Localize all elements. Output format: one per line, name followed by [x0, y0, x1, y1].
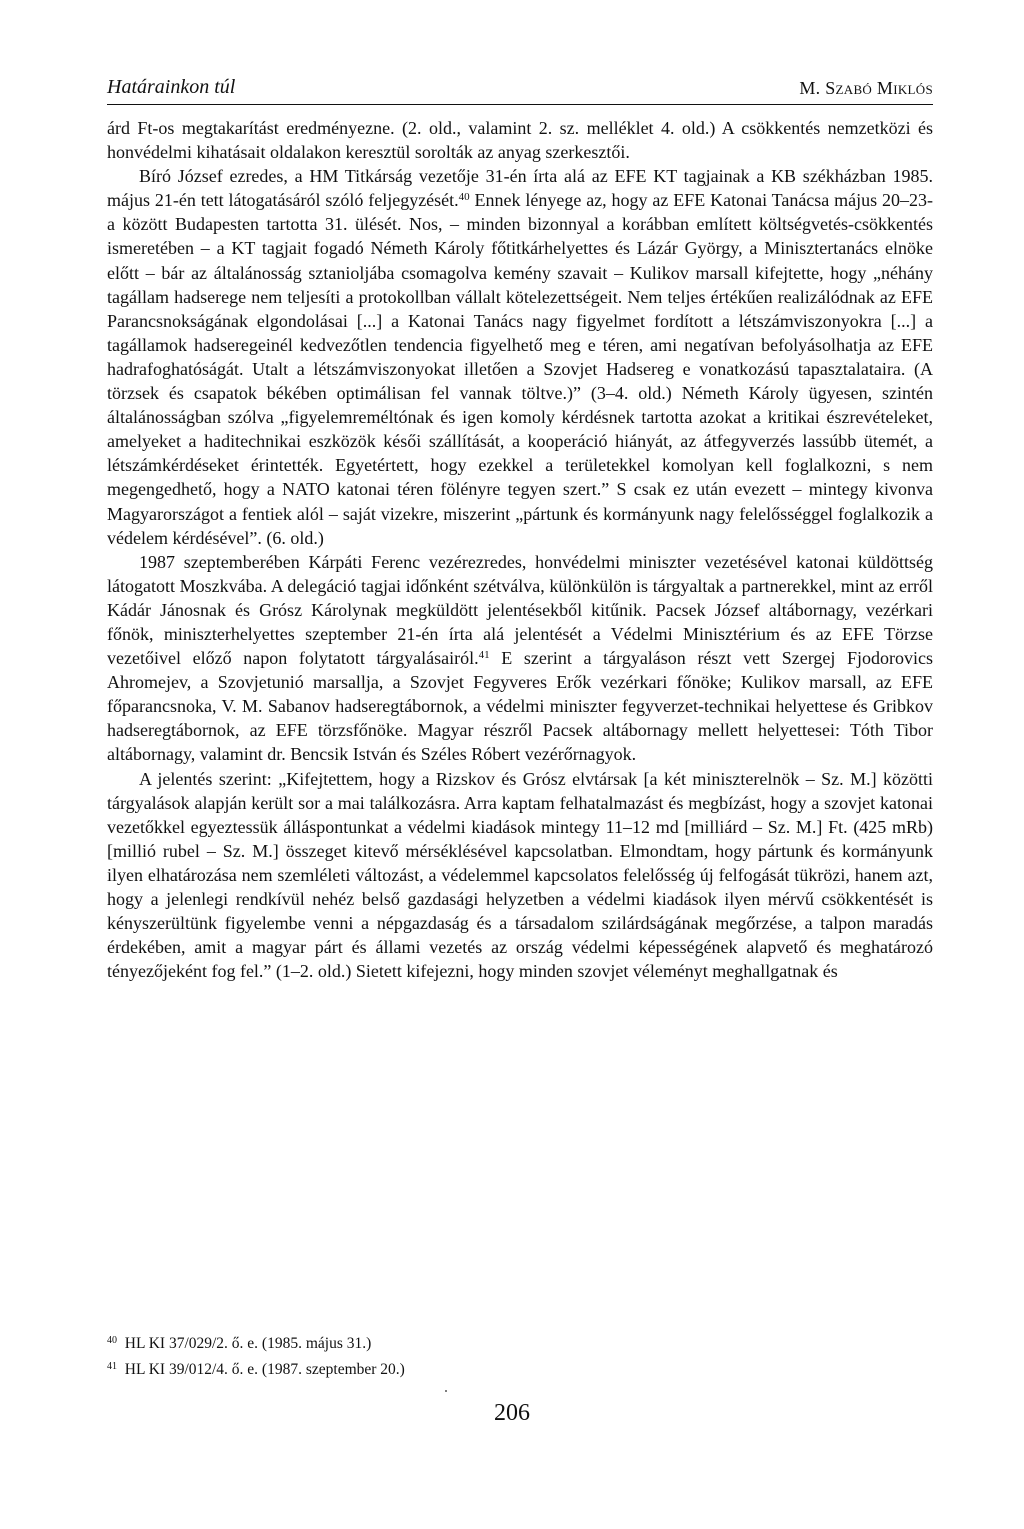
- paragraph-1: [107, 116, 933, 164]
- running-header-title: Határainkon túl: [107, 76, 236, 98]
- paragraph-3: [107, 550, 933, 767]
- paragraph-text: árd Ft-os megtakarítást eredményezne. (2. old., valamint 2. sz. melléklet 4. old.) A csökkentés nemzetközi és honvédelmi kihatásait oldalakon keresztül sorolták az anyag szerkesztői.: [107, 118, 933, 163]
- paragraph-4: [107, 767, 933, 984]
- footnotes: [107, 1331, 933, 1383]
- footnote-number: 41: [107, 1361, 117, 1372]
- footnote-text: HL KI 39/012/4. ő. e. (1987. szeptember 20.): [124, 1361, 405, 1378]
- page-number: 206: [494, 1400, 530, 1426]
- footnote-text: HL KI 37/029/2. ő. e. (1985. május 31.): [124, 1335, 372, 1352]
- footnote-40: [107, 1331, 933, 1357]
- footnote-41: [107, 1357, 933, 1383]
- paragraph-text: E szerint a tárgyaláson részt vett Szergej Fjodorovics Ahromejev, a Szovjetunió marsallja, a Szovjet Fegyveres Erők vezérkari főnöke; Kulikov marsall, az EFE főparancsnoka, V. M. Sabanov hadseregtábornok, a védelmi miniszter fegyverzet-technikai helyettese és Gribkov hadseregtábornok, az EFE törzsfőnöke. Magyar részről Pacsek altábornagy mellett helyettesei: Tóth Tibor altábornagy, valamint dr. Bencsik István és Széles Róbert vezérőrnagyok.: [107, 648, 933, 765]
- paragraph-text: 1987 szeptemberében Kárpáti Ferenc vezérezredes, honvédelmi miniszter vezetésével katonai küldöttség látogatott Moszkvába. A delegáció tagjai időnként szétválva, különkülön is tárgyaltak a partnerekkel, mint az erről Kádár Jánosnak és Grósz Károlynak megküldött jelentésekből kitűnik. Pacsek József altábornagy, vezérkari főnök, miniszterhelyettes szeptember 21-én írta alá jelentését a Védelmi Minisztérium és az EFE Törzse vezetőivel előző napon folytatott tárgyalásairól.: [107, 551, 933, 669]
- footnote-number: 40: [107, 1335, 117, 1346]
- paragraph-text: A jelentés szerint: „Kifejtettem, hogy a Rizskov és Grósz elvtársak [a két miniszterelnök – Sz. M.] közötti tárgyalások alapján került sor a mai találkozásra. Arra kaptam felhatalmazást és megbízást, hogy a szovjet katonai vezetőkkel egyeztessük álláspontunkat a védelmi kiadások mintegy 11–12 md [milliárd – Sz. M.] Ft. (425 mRb) [millió rubel – Sz. M.] összeget kitevő mérséklésével kapcsolatban. Elmondtam, hogy pártunk és kormányunk ilyen elhatározása nem szemléleti változást, a védelemmel kapcsolatos felelősség új felfogását tükrözi, hanem azt, hogy a jelenlegi rendkívül nehéz belső gazdasági helyzetben a védelmi kiadások ilyen mérvű csökkentését is kényszerültünk figyelembe venni a népgazdaság és a társadalom szilárdságának megőrzése, a talpon maradás érdekében, amit a magyar párt és állami vezetés az ország védelmi képességének alapvető és meghatározó tényezőjeként fog fel.” (1–2. old.) Sietett kifejezni, hogy minden szovjet véleményt meghallgatnak és: [107, 768, 933, 982]
- paragraph-text: Ennek lényege az, hogy az EFE Katonai Tanácsa május 20–23-a között Budapesten tartotta 31. ülését. Nos, – minden bizonnyal a korábban említett költségvetés-csökkentés ismeretében – a KT tagjait fogadó Németh Károly főtitkárhelyettes és Lázár György, a Minisztertanács elnöke előtt – bár az általánosság sztanioljába csomagolva kemény szavait – Kulikov marsall kifejtette, hogy „néhány tagállam hadserege nem teljesíti a protokollban vállalt kötelezettségeit. Nem teljes értékűen realizálódnak az EFE Parancsnokságának elgondolásai [...] a Katonai Tanács nagy figyelmet fordított a létszámviszonyokra [...] a tagállamok hadseregeinél kedvezőtlen tendencia figyelhető meg e téren, ami negatívan befolyásolhatja az EFE hadrafoghatóságát. Utalt a létszámviszonyokat illetően a Szovjet Hadsereg e vonatkozású tapasztalataira. (A törzsek és csapatok békében optimálisan fel vannak töltve.)” (3–4. old.) Németh Károly ügyesen, szintén általánosságban szólva „figyelemreméltónak és igen komoly kérdésnek tartotta azokat a kritikai észrevételeket, amelyeket a haditechnikai eszközök késői szállítását, a kooperáció hiányát, az átfegyverzés lassúbb ütemét, a létszámkérdéseket érintették. Egyetértett, hogy ezekkel a területekkel komolyan kell foglalkozni, s nem megengedhető, hogy a NATO katonai téren fölényre tegyen szert.” S csak ez után evezett – mintegy kivonva Magyarországot a fentiek alól – saját vizekre, miszerint „pártunk és kormányunk nagy felelősséggel foglalkozik a védelem kérdésével”. (6. old.): [107, 190, 934, 548]
- stray-dot: [445, 1390, 447, 1392]
- running-header-author: M. Szabó Miklós: [799, 78, 933, 98]
- body-text: [107, 116, 933, 983]
- running-header: [107, 74, 933, 105]
- footnote-ref-41[interactable]: 41: [478, 649, 490, 662]
- paragraph-2: [107, 164, 933, 550]
- footnote-ref-40[interactable]: 40: [458, 191, 470, 204]
- paragraph-text: Bíró József ezredes, a HM Titkárság vezetője 31-én írta alá az EFE KT tagjainak a KB székházban 1985. május 21-én tett látogatásáról szóló feljegyzését.: [107, 166, 933, 211]
